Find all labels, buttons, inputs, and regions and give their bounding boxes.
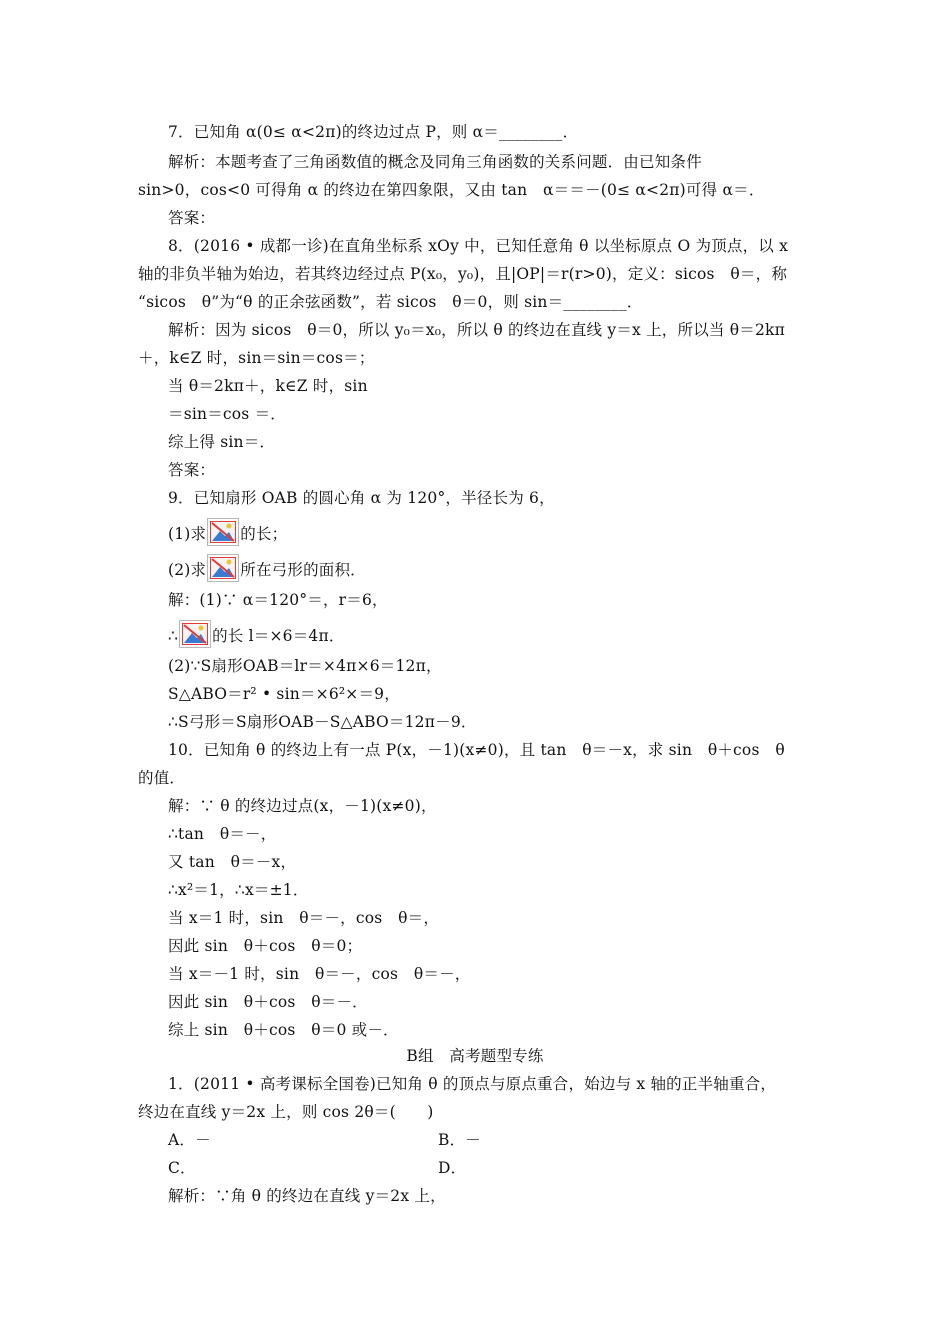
broken-image-icon <box>207 518 239 546</box>
problem-b1-cont: 终边在直线 y＝2x 上，则 cos 2θ＝( ) <box>138 1103 434 1121</box>
problem-10-step3: ∴x²＝1，∴x＝±1． <box>168 881 309 899</box>
problem-7-analysis-cont: sin>0，cos<0 可得角 α 的终边在第四象限，又由 tan α＝＝－(0≤ α<2π)可得 α＝． <box>138 181 765 199</box>
problem-8: 8．(2016 • 成都一诊)在直角坐标系 xOy 中，已知任意角 θ 以坐标原点 O 为顶点，以 x <box>168 237 789 255</box>
problem-9-arc-length <box>168 620 848 648</box>
problem-9-segment-area: ∴S弓形＝S扇形OAB－S△ABO＝12π－9． <box>168 713 477 731</box>
problem-7-analysis: 解析：本题考查了三角函数值的概念及同角三角函数的关系问题．由已知条件 <box>168 153 702 171</box>
problem-9: 9．已知扇形 OAB 的圆心角 α 为 120°，半径长为 6， <box>168 489 555 507</box>
problem-b1: 1．(2011 • 高考课标全国卷)已知角 θ 的顶点与原点重合，始边与 x 轴的正半轴重合， <box>168 1075 777 1093</box>
problem-7: 7．已知角 α(0≤ α<2π)的终边过点 P，则 α＝________． <box>168 123 579 141</box>
problem-9-part2 <box>168 554 848 582</box>
problem-8-case2-cont: ＝sin＝cos ＝． <box>168 405 286 423</box>
problem-9-sector-area: (2)∵S扇形OAB＝lr＝×4π×6＝12π， <box>168 657 442 675</box>
problem-8-analysis: 解析：因为 sicos θ＝0，所以 y₀＝x₀，所以 θ 的终边在直线 y＝x 上，所以当 θ＝2kπ <box>168 321 785 339</box>
problem-7-answer: 答案： <box>168 209 216 227</box>
problem-10-case1: 当 x＝1 时，sin θ＝－，cos θ＝， <box>168 909 440 927</box>
option-d: D． <box>438 1159 467 1177</box>
problem-10-cont: 的值． <box>138 769 186 787</box>
problem-10: 10．已知角 θ 的终边上有一点 P(x，－1)(x≠0)，且 tan θ＝－x，求 sin θ＋cos θ <box>168 741 785 759</box>
problem-10-step1: ∴tan θ＝－， <box>168 825 277 843</box>
problem-8-cont2: “sicos θ”为“θ 的正余弦函数”，若 sicos θ＝0，则 sin＝________． <box>138 293 643 311</box>
problem-10-summary: 综上 sin θ＋cos θ＝0 或－． <box>168 1021 399 1039</box>
section-heading: B组 高考题型专练 <box>406 1047 544 1065</box>
broken-image-icon <box>179 620 211 648</box>
problem-9-part1-suffix: 的长； <box>240 525 288 543</box>
problem-10-case2: 当 x＝－1 时，sin θ＝－，cos θ＝－， <box>168 965 471 983</box>
problem-9-arc-length-text: 的长 l＝×6＝4π． <box>212 627 345 645</box>
problem-9-part2-suffix: 所在弓形的面积． <box>240 561 366 579</box>
option-b: B．－ <box>438 1131 481 1149</box>
problem-10-step2: 又 tan θ＝－x， <box>168 853 297 871</box>
problem-10-solution: 解：∵ θ 的终边过点(x，－1)(x≠0)， <box>168 797 437 815</box>
problem-8-analysis-cont: ＋，k∈Z 时，sin＝sin＝cos＝； <box>138 349 375 367</box>
problem-9-solution: 解：(1)∵ α＝120°＝，r＝6， <box>168 591 388 609</box>
therefore-symbol: ∴ <box>168 627 179 645</box>
option-a: A．－ <box>168 1131 211 1149</box>
options-row-2 <box>168 1158 848 1178</box>
option-c: C． <box>168 1159 196 1177</box>
problem-9-part2-prefix: (2)求 <box>168 561 207 579</box>
problem-8-case2: 当 θ＝2kπ＋，k∈Z 时，sin <box>168 377 368 395</box>
problem-10-case2-result: 因此 sin θ＋cos θ＝－． <box>168 993 368 1011</box>
problem-9-part1-prefix: (1)求 <box>168 525 207 543</box>
problem-9-part1 <box>168 518 848 546</box>
problem-9-triangle-area: S△ABO＝r² • sin＝×6²×＝9， <box>168 685 400 703</box>
problem-8-answer: 答案： <box>168 461 216 479</box>
problem-b1-analysis: 解析：∵角 θ 的终边在直线 y＝2x 上， <box>168 1187 446 1205</box>
problem-10-case1-result: 因此 sin θ＋cos θ＝0； <box>168 937 363 955</box>
problem-8-cont: 轴的非负半轴为始边，若其终边经过点 P(x₀，y₀)，且|OP|＝r(r>0)，定义：sicos θ＝，称 <box>138 265 788 283</box>
broken-image-icon <box>207 554 239 582</box>
options-row-1 <box>168 1130 848 1150</box>
problem-8-summary: 综上得 sin＝． <box>168 433 276 451</box>
